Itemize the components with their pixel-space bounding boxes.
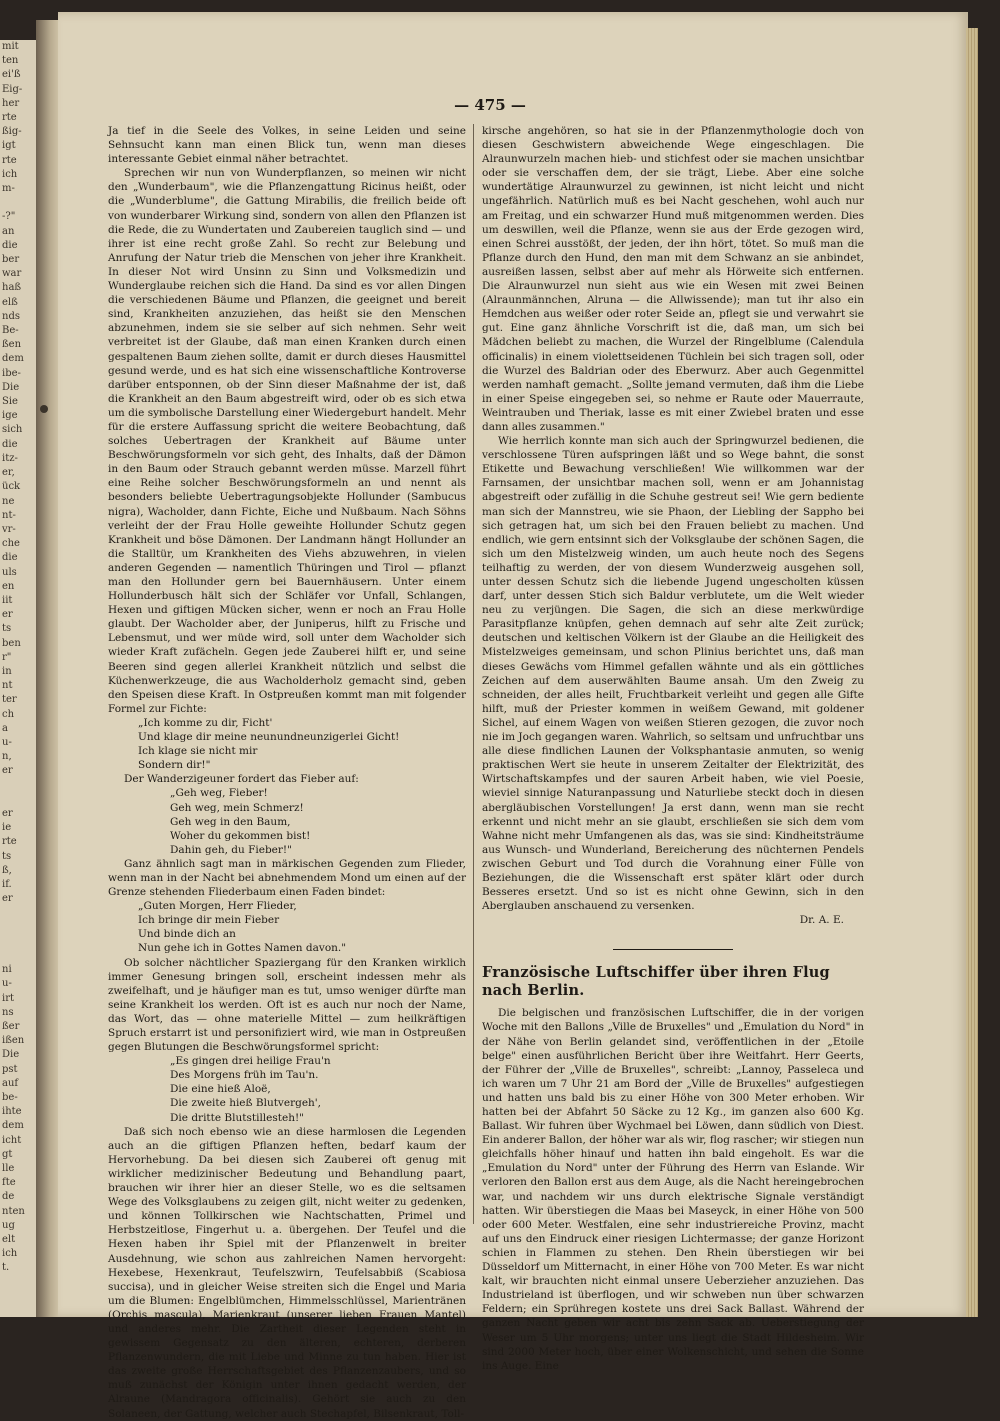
verse-line: Sondern dir!" xyxy=(138,759,211,772)
previous-page-line-fragment: haß xyxy=(2,282,22,294)
verse-block xyxy=(170,1054,466,1124)
previous-page-line-fragment: ßig- xyxy=(2,126,22,138)
previous-page-line-fragment: ei'ß xyxy=(2,69,21,81)
page-number: — 475 — xyxy=(454,96,526,114)
previous-page-line-fragment: ihte xyxy=(2,1106,22,1118)
previous-page-line-fragment: Die xyxy=(2,381,20,393)
previous-page-line-fragment: mit xyxy=(2,41,19,52)
previous-page-line-fragment: ich xyxy=(2,1248,18,1260)
previous-page-line-fragment: ts xyxy=(2,623,12,635)
previous-page-line-fragment: ßer xyxy=(2,1021,20,1033)
previous-page-line-fragment: er xyxy=(2,765,13,777)
article-headline: Französische Luftschiffer über ihren Flug nach Berlin. xyxy=(482,964,830,1000)
previous-page-line-fragment xyxy=(0,921,36,935)
previous-page-line-fragment: irt xyxy=(2,992,14,1004)
paragraph: Der Wanderzigeuner fordert das Fieber auf: xyxy=(124,773,359,786)
previous-page-line-fragment: er xyxy=(2,807,13,819)
verse-line: Die zweite hieß Blutvergeh', xyxy=(170,1097,322,1110)
previous-page-line-fragment: dem xyxy=(2,1120,24,1132)
previous-page-line-fragment: ns xyxy=(2,1006,14,1018)
previous-page-line-fragment: die xyxy=(2,438,18,450)
previous-page-line-fragment: lle xyxy=(2,1163,15,1175)
previous-page-edge xyxy=(0,40,36,1317)
verse-line: „Ich komme zu dir, Ficht' xyxy=(138,716,273,729)
previous-page-line-fragment: igt xyxy=(2,140,16,152)
previous-page-line-fragment: elt xyxy=(2,1234,16,1246)
previous-page-line-fragment xyxy=(0,196,36,210)
verse-block xyxy=(138,716,466,772)
previous-page-line-fragment: u- xyxy=(2,736,12,748)
previous-page-line-fragment: uls xyxy=(2,566,17,578)
verse-line: „Geh weg, Fieber! xyxy=(170,787,268,800)
paragraph: Ganz ähnlich sagt man in märkischen Gegenden zum Flieder, wenn man in der Nacht bei abnehmendem Mond um einen auf der Grenze stehenden Fliederbaum einen Faden bindet: xyxy=(108,857,466,899)
previous-page-line-fragment xyxy=(0,779,36,793)
previous-page-line-fragment: n, xyxy=(2,751,12,763)
previous-page-line-fragment: ßen xyxy=(2,339,22,351)
verse-line: Dahin geh, du Fieber!" xyxy=(170,843,292,856)
previous-page-line-fragment: ibe- xyxy=(2,367,21,379)
column-rule xyxy=(473,124,474,1224)
previous-page-line-fragment: rte xyxy=(2,154,17,166)
ink-spot xyxy=(40,405,48,413)
paragraph: kirsche angehören, so hat sie in der Pflanzenmythologie doch von diesen Geschwistern abweichende Wege eingeschlagen. Die Alraunwurzeln machen hieb- und stichfest oder sie machen unsichtbar oder sie verschaffen dem, der sie trägt, Liebe. Aber eine solche wundertätige Alraunwurzel zu gewinnen, ist nicht leicht und nicht ungefährlich. Natürlich muß es bei Nacht geschehen, wohl auch nur am Freitag, und ein schwarzer Hund muß mitgenommen werden. Dies um deswillen, weil die Pflanze, wenn sie aus der Erde gezogen wird, einen Schrei ausstößt, der jeden, der ihn hört, tötet. So muß man die Pflanze durch den Hund, den man mit dem Schwanz an sie anbindet, ausreißen lassen, selbst aber auf mehr als Hörweite sich entfernen. Die Alraunwurzel nun sieht aus wie ein Wesen mit zwei Beinen (Alraunmännchen, Alruna — die Allwissende); man tut ihr also ein Hemdchen aus weißer oder roter Seide an, pflegt sie und verwahrt sie gut. Eine ganz ähnliche Vorschrift ist die, daß man, um sich bei Mädchen beliebt zu machen, die Wurzel der Ringelblume (Calendula officinalis) in einem violettseidenen Tüchlein bei sich tragen soll, oder die Wurzel des Baldrian oder des Eberwurz. Aber auch Gegenmittel werden namhaft gemacht. „Sollte jemand vermuten, daß ihm die Liebe in einer Speise eingegeben sei, so nehme er Raute oder Mauerraute, Weintrauben und Theriak, lasse es mit einer Zwiebel braten und esse dann alles zusammen." xyxy=(482,125,864,433)
previous-page-line-fragment: er xyxy=(2,893,13,905)
previous-page-line-fragment: ber xyxy=(2,254,20,266)
previous-page-line-fragment: ige xyxy=(2,410,18,422)
previous-page-line-fragment: nten xyxy=(2,1205,25,1217)
previous-page-line-fragment: elß xyxy=(2,296,18,308)
previous-page-line-fragment: r" xyxy=(2,651,12,663)
previous-page-line-fragment xyxy=(0,906,36,920)
previous-page-line-fragment: auf xyxy=(2,1077,19,1089)
previous-page-line-fragment: nt- xyxy=(2,509,16,521)
author-signature: Dr. A. E. xyxy=(799,914,844,927)
previous-page-line-fragment: be- xyxy=(2,1092,18,1104)
previous-page-line-fragment: ie xyxy=(2,822,12,834)
previous-page-line-fragment: che xyxy=(2,538,20,550)
paragraph: Sprechen wir nun von Wunderpflanzen, so meinen wir nicht den „Wunderbaum", wie die Pflanzengattung Ricinus heißt, oder die „Wunderblume", die Gattung Mirabilis, die freilich beide oft von wunderbarer Wirkung sind, sondern von allen den Pflanzen ist die Rede, die zu Wundertaten und Zaubereien tauglich sind — und ihrer ist eine recht große Zahl. So recht zur Belebung und Anrufung der Natur trieb die Menschen von jeher ihre Krankheit. In dieser Not wird Unsinn zu Sinn und Volksmedizin und Wunderglaube reichen sich die Hand. Da sind es vor allen Dingen die verschiedenen Bäume und Pflanzen, die geeignet und bereit sind, Krankheiten anzuziehen, das heißt sie den Menschen abzunehmen, indem sie sie selber auf sich nehmen. Sehr weit verbreitet ist der Glaube, daß man einen Kranken durch einen gespaltenen Baum ziehen sollte, damit er durch dieses Hausmittel gesund werde, und es hat sich eine wissenschaftliche Kontroverse darüber entsponnen, ob der Sinn dieser Maßnahme der ist, daß die Krankheit an den Baum abgestreift wird, oder ob es sich etwa um die symbolische Darstellung einer Wiedergeburt handelt. Mehr für die erstere Auffassung spricht die weitere Beobachtung, daß solches Uebertragen der Krankheit auf Bäume unter Beschwörungsformeln vor sich geht, des Inhalts, daß der Dämon in den Baum oder Strauch gebannt werden müsse. Marzell führt eine Reihe solcher Beschwörungsformeln an und nennt als besonders beliebte Uebertragungsobjekte Hollunder (Sambucus nigra), Wacholder, dann Fichte, Eiche und Nußbaum. Nach Söhns verleiht der der Frau Holle geweihte Hollunder Schutz gegen Krankheit und böse Dämonen. Der Landmann hängt Hollunder an die Stalltür, um Krankheiten des Viehs abzuwehren, in vielen anderen Gegenden — namentlich Thüringen und Tirol — pflanzt man den Hollunder gern bei Bauernhäusern. Unter einem Hollunderbusch hält sich der Schläfer vor Unfall, Schlangen, Hexen und giftigen Mücken sicher, wenn er noch an Frau Holle glaubt. Der Wacholder aber, der Juniperus, hilft zu Frische und Lebensmut, und wer müde wird, soll unter dem Wacholder sich wieder Kraft zufächeln. Gegen jede Zauberei hilft er, und seine Beeren sind gegen allerlei Krankheit nützlich und selbst die Küchenwerkzeuge, die aus Wacholderholz gemacht sind, geben den Speisen diese Kraft. In Ostpreußen kommt man mit folgender Formel zur Fichte: xyxy=(108,167,466,715)
previous-page-line-fragment: rte xyxy=(2,836,17,848)
verse-line: Die dritte Blutstillesteh!" xyxy=(170,1111,305,1124)
page-stack-edge xyxy=(966,28,978,1317)
previous-page-line-fragment: ten xyxy=(2,55,19,67)
previous-page-line-fragment: an xyxy=(2,225,15,237)
previous-page-line-fragment: ch xyxy=(2,708,15,720)
previous-page-line-fragment: m- xyxy=(2,183,15,195)
previous-page-line-fragment: Be- xyxy=(2,325,19,337)
previous-page-line-fragment: a xyxy=(2,722,8,734)
previous-page-line-fragment: en xyxy=(2,580,15,592)
previous-page-line-fragment: icht xyxy=(2,1134,22,1146)
verse-line: Des Morgens früh im Tau'n. xyxy=(170,1069,319,1082)
previous-page-line-fragment: in xyxy=(2,665,12,677)
verse-block xyxy=(170,786,466,856)
previous-page-line-fragment: pst xyxy=(2,1063,18,1075)
previous-page-line-fragment xyxy=(0,793,36,807)
verse-line: Und binde dich an xyxy=(138,928,236,941)
paragraph: Daß sich noch ebenso wie an diese harmlosen die Legenden auch an die giftigen Pflanzen heften, bedarf kaum der Hervorhebung. Da bei diesen sich Zauberei oft genug mit wirklicher medizinischer Bedeutung und Behandlung paart, brauchen wir ihrer hier an dieser Stelle, wo es die seltsamen Wege des Volksglaubens zu zeigen gilt, nicht weiter zu gedenken, und können Tollkirschen wie Nachtschatten, Primel und Herbstzeitlose, Fingerhut u. a. übergehen. Der Teufel und die Hexen haben ihr Spiel mit der Pflanzenwelt in breiter Ausdehnung, wie schon aus zahlreichen Namen hervorgeht: Hexebese, Hexenkraut, Teufelszwirn, Teufelsabbiß (Scabiosa succisa), und in gleicher Weise streiten sich die Engel und Maria um die Blumen: Engelblümchen, Himmelsschlüssel, Marientränen (Orchis mascula), Marienkraut (unserer lieben Frauen Mantel) und anderes mehr. Die Zartheit dieser Legenden steht in gewissem Gegensatz zu den älteren, echteren, derberen Pflanzenwundern, die mit Liebe und Minne zu tun haben. Hier ist das zweite große Herrschaftsgebiet des Pflanzenzaubers, und so muß zunächst der Königin unter ihnen gedacht werden, der Alraune (Mandragora officinalis). Gehört sie auch zu den Solaneen, der Gattung, welcher auch Stechapfel, Bilsenkraut, Toll- xyxy=(108,1125,466,1420)
previous-page-line-fragment: Sie xyxy=(2,396,18,408)
verse-block xyxy=(138,899,466,955)
previous-page-line-fragment: ß, xyxy=(2,864,12,876)
verse-line: Woher du gekommen bist! xyxy=(170,829,311,842)
previous-page-line-fragment: dem xyxy=(2,353,24,365)
verse-line: Ich klage sie nicht mir xyxy=(138,745,258,758)
verse-line: Und klage dir meine neunundneunzigerlei Gicht! xyxy=(138,731,400,744)
previous-page-line-fragment: die xyxy=(2,552,18,564)
previous-page-line-fragment: her xyxy=(2,97,20,109)
previous-page-line-fragment: er, xyxy=(2,467,15,479)
verse-line: Die eine hieß Aloë, xyxy=(170,1083,271,1096)
previous-page-line-fragment: er xyxy=(2,609,13,621)
previous-page-line-fragment: t. xyxy=(2,1262,10,1274)
previous-page-line-fragment: ück xyxy=(2,481,21,493)
previous-page-line-fragment: -?" xyxy=(2,211,16,223)
previous-page-line-fragment: sich xyxy=(2,424,23,436)
previous-page-line-fragment: if. xyxy=(2,878,12,890)
left-column xyxy=(108,124,466,1420)
previous-page-line-fragment: ißen xyxy=(2,1035,25,1047)
previous-page-line-fragment: ts xyxy=(2,850,12,862)
paragraph: Ob solcher nächtlicher Spaziergang für den Kranken wirklich immer Genesung bringen soll, erscheint indessen mehr als zweifelhaft, und je häufiger man es tut, umso weniger dürfte man seine Krankheit los werden. Oft ist es auch nur noch der Name, das Wort, das — ohne materielle Mittel — zum heilkräftigen Spruch erstarrt ist und personifiziert wird, wie man in Ostpreußen gegen Blutungen die Beschwörungsformel spricht: xyxy=(108,956,466,1054)
previous-page-line-fragment: ich xyxy=(2,168,18,180)
verse-line: „Es gingen drei heilige Frau'n xyxy=(170,1055,331,1068)
verse-line: Geh weg in den Baum, xyxy=(170,815,291,828)
previous-page-line-fragment: de xyxy=(2,1191,15,1203)
previous-page-line-fragment: die xyxy=(2,239,18,251)
previous-page-line-fragment: itz- xyxy=(2,452,18,464)
previous-page-line-fragment: Die xyxy=(2,1049,20,1061)
paragraph: Die belgischen und französischen Luftschiffer, die in der vorigen Woche mit den Ballons „Ville de Bruxelles" und „Emulation du Nord" in der Nähe von Berlin gelandet sind, veröffentlichen in der „Etoile belge" einen ausführlichen Bericht über ihre Weitfahrt. Herr Geerts, der Führer der „Ville de Bruxelles", schreibt: „Lannoy, Passeleca und ich waren um 7 Uhr 21 am Bord der „Ville de Bruxelles" aufgestiegen und hatten uns bald bis zu einer Höhe von 300 Meter erhoben. Wir hatten bei der Abfahrt 50 Säcke zu 12 Kg., im ganzen also 600 Kg. Ballast. Wir fuhren über Wychmael bei Löwen, dann südlich von Diest. Ein anderer Ballon, der höher war als wir, flog rascher; wir stiegen nun gleichfalls höher hinauf und hatten ihn bald eingeholt. Es war die „Emulation du Nord" unter der Führung des Herrn van Eslande. Wir verloren den Ballon erst aus dem Auge, als die Nacht hereingebrochen war, und nachdem wir uns durch elektrische Signale verständigt hatten. Wir überstiegen die Maas bei Maseyck, in einer Höhe von 500 oder 600 Meter. Westfalen, eine sehr industriereiche Provinz, macht auf uns den Eindruck einer riesigen Lichtermasse; der ganze Horizont schien in Flammen zu stehen. Den Rhein überstiegen wir bei Düsseldorf um Mitternacht, in einer Höhe von 700 Meter. Es war nicht kalt, wir brauchten nicht einmal unsere Ueberzieher anzuziehen. Das Industrieland ist überflogen, und wir schweben nun über schwarzen Feldern; ein Sprühregen kostete uns drei Sack Ballast. Während der ganzen Nacht geben wir acht bis zehn Sack ab. Ueberstiegung der Weser um 5 Uhr morgens; unter uns liegt die Stadt Hildesheim. Wir sind 2000 Meter hoch, über einer Wolkenschicht, und sehen die Sonne ins Auge. Eine xyxy=(482,1007,864,1372)
verse-line: Ich bringe dir mein Fieber xyxy=(138,914,280,927)
previous-page-line-fragment: ug xyxy=(2,1219,15,1231)
previous-page-line-fragment: ne xyxy=(2,495,15,507)
previous-page-line-fragment: war xyxy=(2,268,22,280)
previous-page-line-fragment: rte xyxy=(2,112,17,124)
previous-page-line-fragment xyxy=(0,949,36,963)
previous-page-line-fragment: fte xyxy=(2,1177,16,1189)
previous-page-line-fragment: ni xyxy=(2,964,12,976)
previous-page-line-fragment: nt xyxy=(2,680,13,692)
previous-page-fragments xyxy=(0,40,36,1276)
previous-page-line-fragment: ben xyxy=(2,637,21,649)
verse-line: „Guten Morgen, Herr Flieder, xyxy=(138,900,297,913)
verse-line: Geh weg, mein Schmerz! xyxy=(170,801,304,814)
paragraph: Ja tief in die Seele des Volkes, in seine Leiden und seine Sehnsucht kann man einen Blick tun, wenn man dieses interessante Gebiet einmal näher betrachtet. xyxy=(108,125,466,166)
verse-line: Nun gehe ich in Gottes Namen davon." xyxy=(138,942,347,955)
section-divider xyxy=(613,949,733,950)
previous-page-line-fragment: u- xyxy=(2,978,12,990)
right-column xyxy=(482,124,864,1372)
previous-page-line-fragment: vr- xyxy=(2,523,16,535)
previous-page-line-fragment xyxy=(0,935,36,949)
previous-page-line-fragment: nds xyxy=(2,310,20,322)
previous-page-line-fragment: gt xyxy=(2,1148,13,1160)
previous-page-line-fragment: Eig- xyxy=(2,83,23,95)
previous-page-line-fragment: iit xyxy=(2,594,13,606)
previous-page-line-fragment: ter xyxy=(2,694,17,706)
paragraph: Wie herrlich konnte man sich auch der Springwurzel bedienen, die verschlossene Türen aufspringen läßt und so Wege bahnt, die sonst Etikette und Bewachung verschließen! Wie willkommen war der Farnsamen, der unsichtbar machen soll, wenn er am Johannistag abgestreift oder zufällig in die Schuhe gestreut sei! Wie gern bediente man sich der Mannstreu, wie sie Phaon, der Liebling der Sappho bei sich getragen hat, um sich bei den Frauen beliebt zu machen. Und endlich, wie gern entsinnt sich der Volksglaube der schönen Sagen, die sich um den Mistelzweig winden, um auch heute noch des Segens teilhaftig zu werden, der von diesem Wunderzweig ausgehen soll, unter dessen Schutz sich die liebende Jugend ungescholten küssen darf, unter dessen Stich sich Baldur verblutete, um die Welt wieder neu zu verjüngen. Die Sagen, die sich an diese merkwürdige Parasitpflanze knüpfen, gehen demnach auf sehr alte Zeit zurück; deutschen und keltischen Völkern ist der Glaube an die Heiligkeit des Mistelzweiges gemeinsam, und schon Plinius berichtet uns, daß man dieses Gewächs vom Himmel gefallen wähnte und als ein göttliches Zeichen auf dem auserwählten Baume ansah. Um den Zweig zu schneiden, der alles heilt, Fruchtbarkeit verleiht und gegen alle Gifte hilft, muß der Priester kommen in weißem Gewand, mit goldener Sichel, auf einem Wagen von weißen Stieren gezogen, die zuvor noch nie im Joch gegangen waren. Wahrlich, so seltsam und unfruchtbar uns alle diese findlichen Launen der Volksphantasie anmuten, so wenig praktischen Wert sie heute in unserem Zeitalter der Elektrizität, des Wirtschaftskampfes und der sauren Arbeit haben, wie viel Poesie, wieviel sinnige Naturanpassung und Naturliebe steckt doch in diesen abergläubischen Vorstellungen! Ja erst dann, wenn man sie recht erkennt und nicht mehr an sie glaubt, erschließen sie sich dem vom Wahne nicht mehr Umfangenen als das, was sie sind: Kindheitsträume aus Wunsch- und Wunderland, Bereicherung des nüchternen Pendels zwischen Geburt und Tod durch die Vorahnung einer Fülle von Beziehungen, die die Wissenschaft erst später klärt oder durch Besseres ersetzt. Und so ist es nicht ohne Gewinn, sich in den Aberglauben anschauend zu versenken. xyxy=(482,435,864,913)
